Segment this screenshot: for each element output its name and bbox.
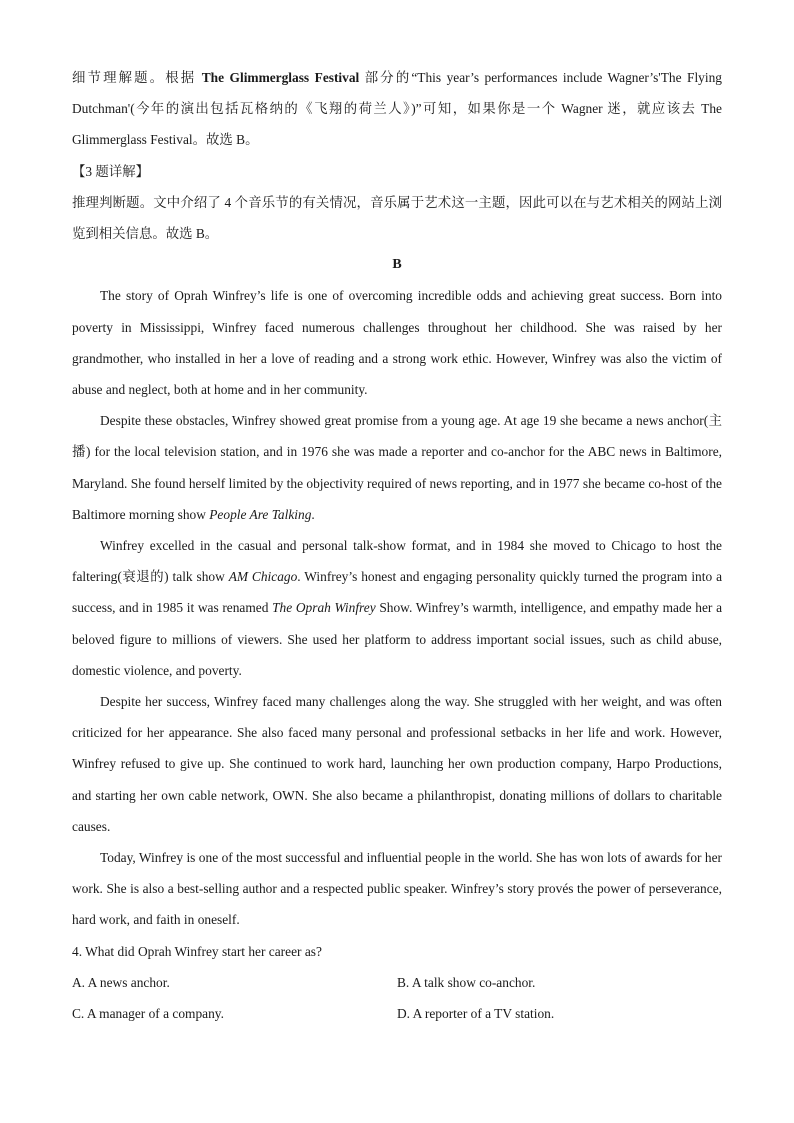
option-c: C. A manager of a company. <box>72 1006 224 1022</box>
q3-heading: 【3 题详解】 <box>72 163 149 179</box>
option-d: D. A reporter of a TV station. <box>397 1006 555 1022</box>
paragraph-4: Despite her success, Winfrey faced many challenges along the way. She struggled with her weight, and was often criticized for her appearance. She also faced many personal and professional setbacks in her life and work. However, Winfrey refused to give up. She continued to work hard, launching her own production company, Harpo Productions, and starting her own cable network, OWN. She also became a philanthropist, donating millions of dollars to charitable causes. <box>72 694 722 834</box>
paragraph-3-text-b: . Winfrey’s honest and engaging personality quickly turned the program into a success, and in 1985 it was renamed <box>72 569 723 616</box>
q3-explanation: 推理判断题。文中介绍了 4 个音乐节的有关情况，音乐属于艺术这一主题，因此可以在与艺术相关的网站上浏览到相关信息。故选 B。 <box>72 194 722 242</box>
section-title: B <box>392 257 402 273</box>
paragraph-3-text-a: Winfrey excelled in the casual and personal talk-show format, and in 1984 she moved to Chicago to host the faltering(衰退的) talk show <box>72 538 722 585</box>
document-page <box>72 62 722 1029</box>
q2-rest: 部分的“This year’s performances include Wagner’s'The Flying Dutchman'(今年的演出包括瓦格纳的《飞翔的荷兰人》)”可知，如果你是一个 Wagner 迷，就应该去 The Glimmerglass Festival。故选 B。 <box>72 70 722 148</box>
option-b: B. A talk show co-anchor. <box>397 974 536 990</box>
paragraph-2-text: Despite these obstacles, Winfrey showed great promise from a young age. At age 19 she became a news anchor(主播) for the local television station, and in 1976 she was made a reporter and co-anchor for the ABC news in Baltimore, Maryland. She found herself limited by the objectivity required of news reporting, and in 1977 she became co-host of the Baltimore morning show <box>72 413 722 522</box>
paragraph-3 <box>72 530 722 686</box>
show-title-am-chicago: AM Chicago <box>228 569 298 585</box>
paragraph-2 <box>72 405 722 530</box>
option-a: A. A news anchor. <box>72 974 170 990</box>
q2-prefix: 细节理解题。根据 <box>72 70 202 85</box>
question-4-stem: 4. What did Oprah Winfrey start her career as? <box>72 943 322 959</box>
q2-explanation <box>72 62 722 156</box>
paragraph-1: The story of Oprah Winfrey’s life is one of overcoming incredible odds and achieving great success. Born into poverty in Mississippi, Winfrey faced numerous challenges throughout her childhood. She was raised by her grandmother, who installed in her a love of reading and a strong work ethic. However, Winfrey was also the victim of abuse and neglect, both at home and in her community. <box>72 288 722 398</box>
paragraph-5: Today, Winfrey is one of the most successful and influential people in the world. She has won lots of awards for her work. She is also a best-selling author and a respected public speaker. Winfrey’s story provés the power of perseverance, hard work, and faith in oneself. <box>72 850 722 928</box>
paragraph-3-text-c: Show. Winfrey’s warmth, intelligence, and empathy made her a beloved figure to millions of viewers. She used her platform to address important social issues, such as child abuse, domestic violence, and poverty. <box>72 600 723 678</box>
paragraph-2-end: . <box>311 506 315 522</box>
show-title-people-are-talking: People Are Talking <box>209 506 312 522</box>
question-4-options <box>72 967 722 1029</box>
show-title-oprah-winfrey: The Oprah Winfrey <box>272 600 376 616</box>
q2-festival-name: The Glimmerglass Festival <box>201 70 360 85</box>
